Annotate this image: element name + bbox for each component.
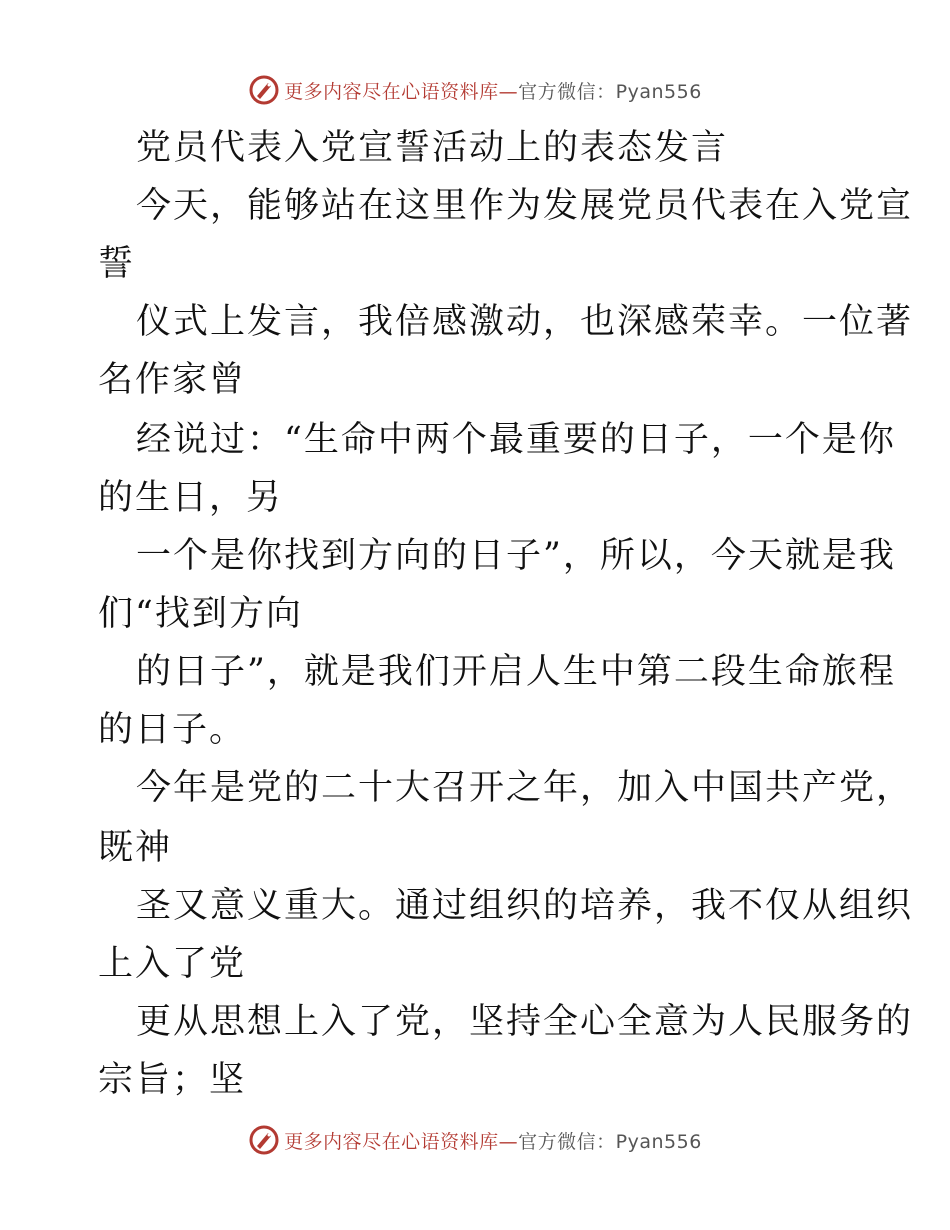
paragraph-line: 更从思想上入了党，坚持全心全意为人民服务的 xyxy=(136,1002,914,1042)
banner-promo-text: 更多内容尽在心语资料库— xyxy=(284,80,519,103)
paragraph-line: 圣又意义重大。通过组织的培养，我不仅从组织 xyxy=(136,886,914,926)
pen-nib-logo-icon xyxy=(248,1124,280,1156)
paragraph-line: 宗旨；坚 xyxy=(98,1060,247,1100)
banner-wechat-label: 官方微信：Pyan556 xyxy=(518,80,702,103)
banner-text xyxy=(284,1127,702,1154)
banner-promo-text: 更多内容尽在心语资料库— xyxy=(284,1130,519,1153)
document-title: 党员代表入党宣誓活动上的表态发言 xyxy=(136,128,729,168)
paragraph-line: 的日子”，就是我们开启人生中第二段生命旅程 xyxy=(136,652,896,692)
footer-banner xyxy=(0,1120,950,1160)
banner-wechat-label: 官方微信：Pyan556 xyxy=(518,1130,702,1153)
paragraph-line: 誓 xyxy=(98,244,136,284)
paragraph-line: 的生日，另 xyxy=(98,478,284,518)
paragraph-line: 上入了党 xyxy=(98,944,247,984)
paragraph-line: 们“找到方向 xyxy=(98,594,303,634)
paragraph-line: 今天，能够站在这里作为发展党员代表在入党宣 xyxy=(136,186,914,226)
paragraph-line: 经说过：“生命中两个最重要的日子，一个是你 xyxy=(136,420,896,460)
paragraph-line: 今年是党的二十大召开之年，加入中国共产党， xyxy=(136,768,914,808)
paragraph-line: 一个是你找到方向的日子”，所以，今天就是我 xyxy=(136,536,896,576)
paragraph-line: 仪式上发言，我倍感激动，也深感荣幸。一位著 xyxy=(136,302,914,342)
paragraph-line: 名作家曾 xyxy=(98,360,247,400)
paragraph-line: 既神 xyxy=(98,828,173,868)
paragraph-line: 的日子。 xyxy=(98,710,247,750)
